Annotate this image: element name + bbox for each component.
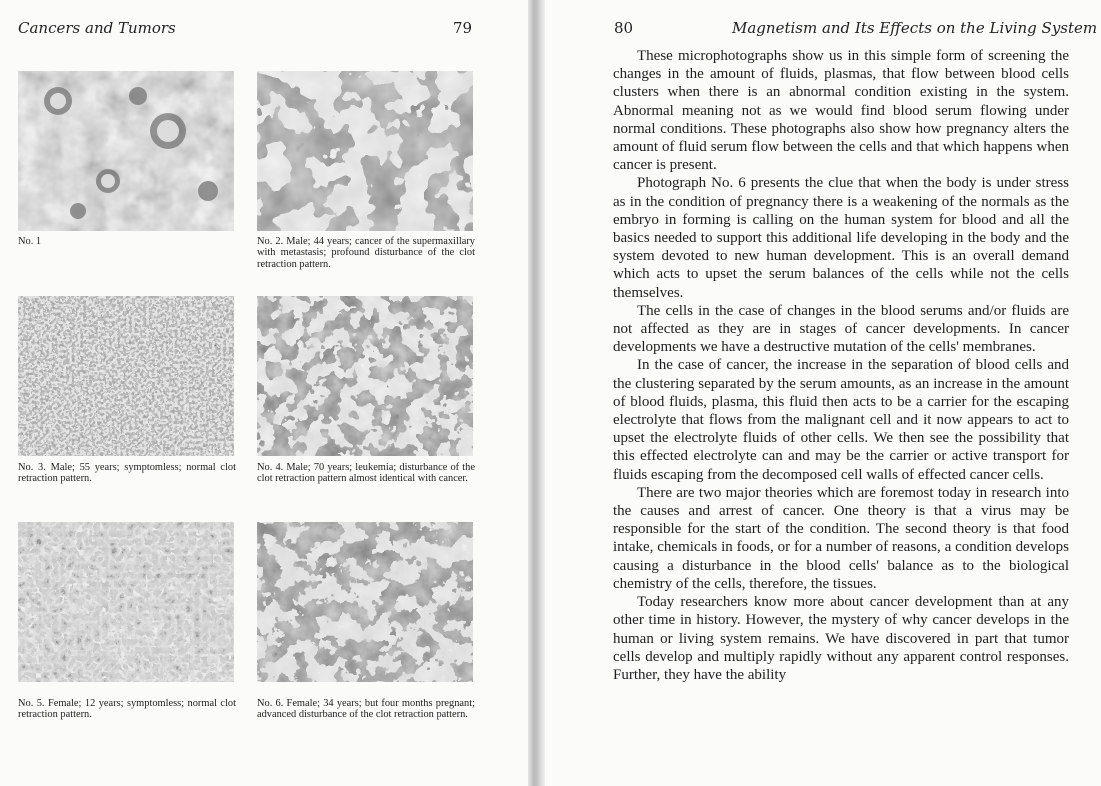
body-text: [613, 47, 1069, 684]
paragraph-1: These microphotographs show us in this simple form of screening the changes in the amount of fluids, plasmas, that flow between blood cells clusters when there is an abnormal condition existing in the system. Abnormal meaning not as we would find blood serum flowing under normal conditions. These photographs also show how pregnancy alters the amount of fluid serum flow between the cells and that which happens when cancer is present.: [613, 48, 1069, 174]
right-page-number: 80: [614, 19, 634, 37]
left-page-number: 79: [453, 19, 473, 37]
photo-2: [257, 71, 473, 231]
paragraph-5: There are two major theories which are foremost today in research into the causes and arrest of cancer. One theory is that a virus may be responsible for the start of the condition. The second theory is that food intake, chemicals in foods, or for a number of reasons, a condition develops causing a disturbance in the blood cells' balance as to the biological chemistry of the cells, therefore, the tissues.: [613, 484, 1069, 592]
paragraph-4: In the case of cancer, the increase in the separation of blood cells and the clustering separated by the serum amounts, as an increase in the amount of blood fluids, plasma, this fluid then acts to be a carrier for the escaping electrolyte that flows from the malignant cell and it now appears to act to upset the electrolyte fluids of other cells. We then see the possibility that this effected electrolyte can and may be the carrier or active transport for fluids escaping from the decomposed cell walls of effected cancer cells.: [613, 357, 1069, 483]
photo-1-caption: No. 1: [18, 236, 42, 247]
photo-6: [257, 522, 473, 682]
paragraph-6: Today researchers know more about cancer development than at any other time in history. However, the mystery of why cancer develops in the human or living system remains. We have discovered in part that tumor cells develop and multiply rapidly without any apparent control responses. Further, they have the ability: [613, 594, 1069, 683]
photo-2-caption: No. 2. Male; 44 years; cancer of the supermaxillary with metastasis; profound disturbance of the clot retraction pattern.: [257, 236, 475, 270]
photo-4: [257, 296, 473, 456]
book-gutter: [528, 0, 545, 786]
paragraph-3: The cells in the case of changes in the blood serums and/or fluids are not affected as they are in stages of cancer developments. In cancer developments we have a destructive mutation of the cells' membranes.: [613, 302, 1069, 356]
photo-3: [18, 296, 234, 456]
paragraph-2: Photograph No. 6 presents the clue that when the body is under stress as in the condition of pregnancy there is a weakening of the normals as the embryo in forming is calling on the human system for blood and all the basics needed to support this additional life developing in the body and the system devoted to new human development. This is an overall demand which acts to upset the serum balances of the cells while not the cells themselves.: [613, 175, 1069, 301]
photo-5-caption: No. 5. Female; 12 years; symptomless; normal clot retraction pattern.: [18, 698, 236, 721]
photo-6-caption: No. 6. Female; 34 years; but four months pregnant; advanced disturbance of the clot retraction pattern.: [257, 698, 475, 721]
photo-5: [18, 522, 234, 682]
photo-4-caption: No. 4. Male; 70 years; leukemia; disturbance of the clot retraction pattern almost identical with cancer.: [257, 462, 475, 485]
right-running-title: Magnetism and Its Effects on the Living System: [732, 19, 1098, 37]
left-page: [0, 0, 528, 786]
photo-3-caption: No. 3. Male; 55 years; symptomless; normal clot retraction pattern.: [18, 462, 236, 485]
photo-1: [18, 71, 234, 231]
left-running-title: Cancers and Tumors: [18, 19, 176, 37]
